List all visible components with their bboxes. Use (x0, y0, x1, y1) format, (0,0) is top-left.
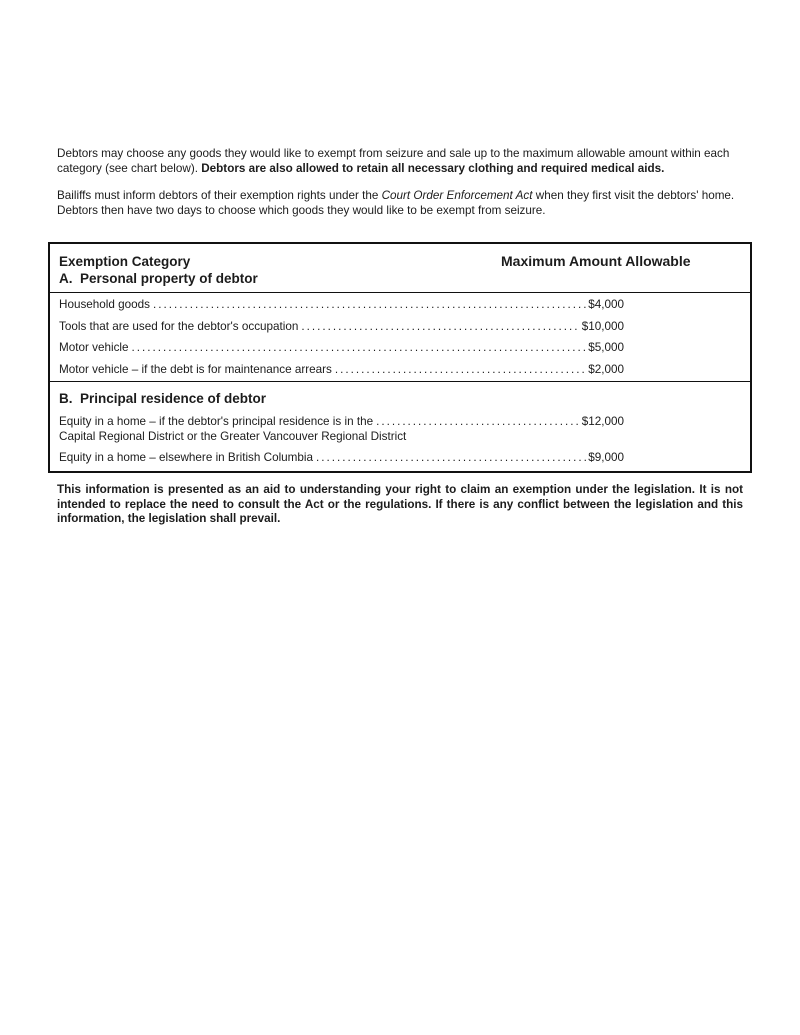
row-amount: $5,000 (588, 341, 624, 355)
row-label: Motor vehicle – if the debt is for maintenance arrears (59, 362, 332, 376)
row-label-line2: Capital Regional District or the Greater Vancouver Regional District (59, 430, 407, 443)
section-b (50, 382, 750, 471)
intro-paragraph-2 (57, 189, 743, 218)
row-label: Tools that are used for the debtor's occupation (59, 319, 299, 333)
row-amount: $10,000 (581, 319, 624, 333)
act-name-italic: Court Order Enforcement Act (381, 189, 533, 203)
intro-paragraph-1-text: Debtors may choose any goods they would like to exempt from seizure and sale up to the maximum allowable amount within each category (see chart below). (57, 147, 730, 175)
dot-leader (335, 359, 586, 380)
dot-leader (132, 337, 587, 358)
dot-leader (376, 414, 580, 429)
intro-paragraph-1-bold-text: Debtors are also allowed to retain all necessary clothing and required medical aids. (201, 161, 665, 175)
table-row (59, 316, 624, 337)
dot-leader (316, 450, 586, 465)
exemption-table (48, 242, 752, 473)
row-amount: $9,000 (588, 451, 624, 464)
intro-paragraph-1 (57, 147, 743, 176)
row-amount: $12,000 (581, 415, 624, 428)
column-header-maximum-amount: Maximum Amount Allowable (501, 253, 691, 270)
section-b-title: B. Principal residence of debtor (59, 391, 267, 406)
row-label: Equity in a home – elsewhere in British Columbia (59, 451, 314, 464)
table-row (59, 359, 624, 380)
table-header (50, 244, 750, 293)
disclaimer-paragraph: This information is presented as an aid to understanding your right to claim an exemption under the legislation. It is not intended to replace the need to consult the Act or the regulations. If there is any conflict between the legislation and this information, the legislation shall prevail. (57, 483, 743, 526)
row-label: Equity in a home – if the debtor's principal residence is in the (59, 415, 374, 428)
intro-paragraph-2-text-cont: when they first visit the debtors' home. Debtors then have two days to choose which goods they would like to be exempt from seizure. (57, 189, 735, 217)
table-row (59, 337, 624, 358)
section-a-title: A. Personal property of debtor (59, 271, 258, 287)
column-header-exemption-category: Exemption Category (59, 254, 191, 270)
row-label: Household goods (59, 298, 150, 312)
row-label: Motor vehicle (59, 341, 129, 355)
row-amount: $2,000 (588, 362, 624, 376)
table-row (59, 294, 624, 315)
dot-leader (301, 316, 579, 337)
intro-paragraph-2-text: Bailiffs must inform debtors of their exemption rights under the (57, 189, 382, 203)
section-a-rows (50, 293, 750, 382)
page-content (48, 147, 752, 527)
row-amount: $4,000 (588, 298, 624, 312)
table-row (59, 450, 750, 465)
dot-leader (153, 294, 586, 315)
table-row (59, 414, 750, 444)
